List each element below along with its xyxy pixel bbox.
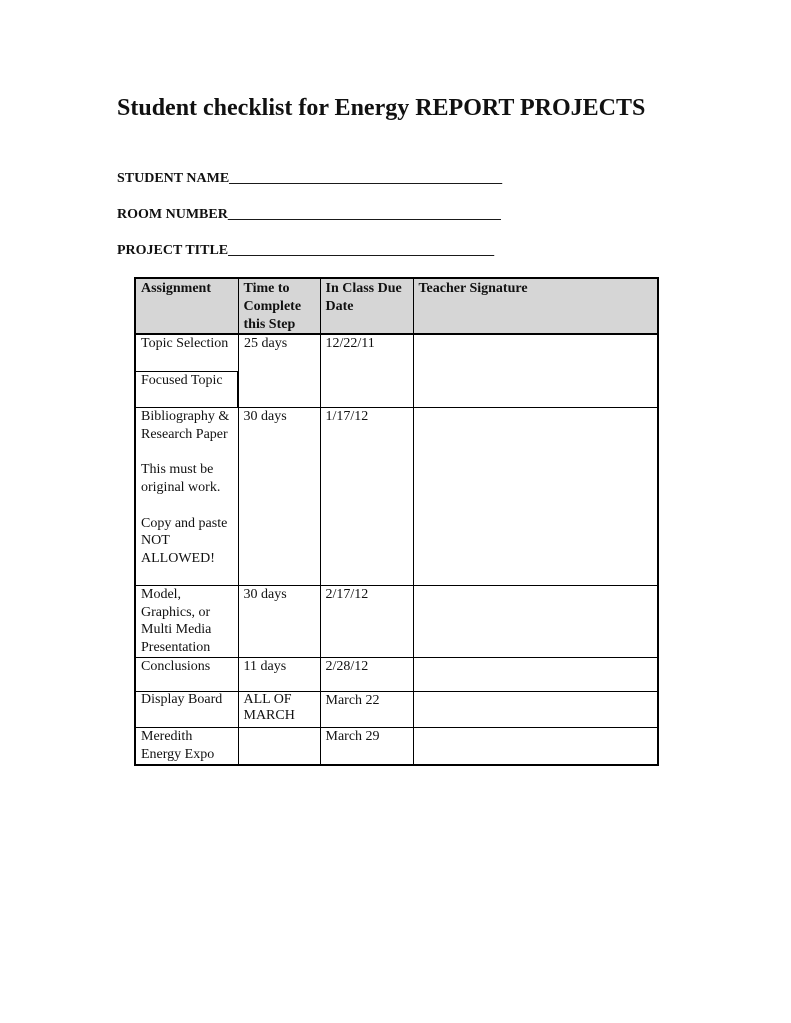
signature-cell[interactable] xyxy=(413,728,658,765)
due-date-cell: March 22 xyxy=(320,692,413,728)
due-date-cell: March 29 xyxy=(320,728,413,765)
assignment-cell: Meredith Energy Expo xyxy=(135,728,238,765)
due-date-cell: 1/17/12 xyxy=(320,407,413,585)
time-cell: 25 days xyxy=(238,334,320,407)
project-title-field[interactable]: PROJECT TITLE______________________________________ xyxy=(117,243,495,258)
time-cell: 30 days xyxy=(238,407,320,585)
signature-cell[interactable] xyxy=(413,692,658,728)
assignment-cell: Display Board xyxy=(135,692,238,728)
table-row xyxy=(135,658,658,692)
assignment-cell: Model, Graphics, or Multi Media Presentation xyxy=(135,585,238,657)
time-cell: 11 days xyxy=(238,658,320,692)
header-assignment: Assignment xyxy=(135,278,238,334)
checklist-table xyxy=(134,277,659,766)
table-row xyxy=(135,585,658,657)
header-time-to-complete: Time to Complete this Step xyxy=(238,278,320,334)
page-title: Student checklist for Energy REPORT PROJECTS xyxy=(117,95,646,121)
signature-cell[interactable] xyxy=(413,658,658,692)
assignment-cell: Focused Topic xyxy=(135,371,238,407)
assignment-cell: Topic Selection xyxy=(135,334,238,371)
table-row xyxy=(135,334,658,371)
signature-cell[interactable] xyxy=(413,585,658,657)
time-cell xyxy=(238,728,320,765)
signature-cell[interactable] xyxy=(413,407,658,585)
table-row xyxy=(135,728,658,765)
assignment-cell: Bibliography & Research Paper This must be original work. Copy and paste NOT ALLOWED! xyxy=(135,407,238,585)
header-due-date: In Class Due Date xyxy=(320,278,413,334)
due-date-cell: 12/22/11 xyxy=(320,334,413,407)
room-number-field[interactable]: ROOM NUMBER_______________________________________ xyxy=(117,207,501,222)
due-date-cell: 2/28/12 xyxy=(320,658,413,692)
due-date-cell: 2/17/12 xyxy=(320,585,413,657)
signature-cell[interactable] xyxy=(413,334,658,407)
assignment-cell: Conclusions xyxy=(135,658,238,692)
time-cell: ALL OF MARCH xyxy=(238,692,320,728)
table-header-row xyxy=(135,278,658,334)
time-cell: 30 days xyxy=(238,585,320,657)
table-row xyxy=(135,692,658,728)
header-teacher-signature: Teacher Signature xyxy=(413,278,658,334)
table-row xyxy=(135,407,658,585)
student-name-field[interactable]: STUDENT NAME_______________________________________ xyxy=(117,171,503,186)
